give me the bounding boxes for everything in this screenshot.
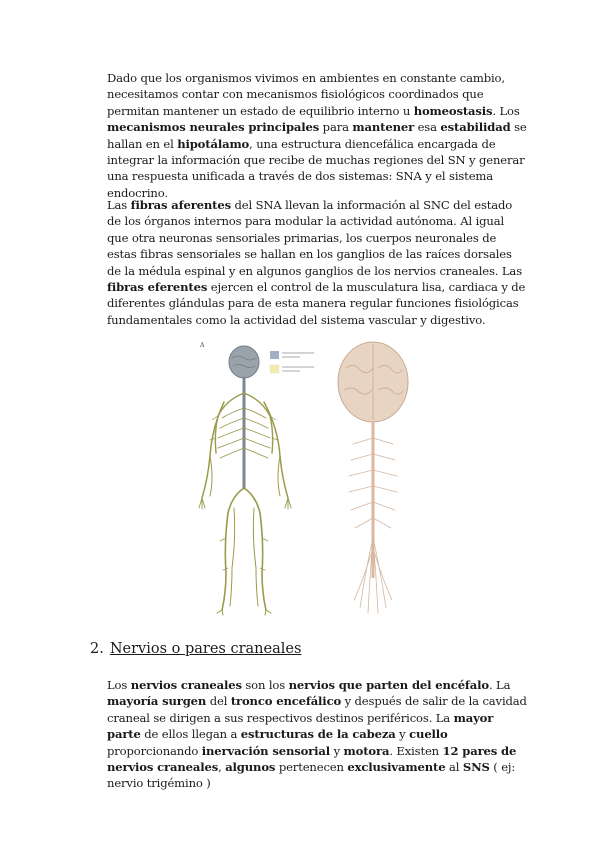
paragraph-fibras — [107, 197, 527, 328]
text-run: al — [445, 760, 463, 775]
legend-swatch-blue — [270, 351, 279, 359]
text-run: de ellos llegan a — [140, 727, 241, 742]
nervous-system-illustration — [196, 338, 466, 620]
text-run: . Los — [492, 103, 520, 118]
text-run: , — [218, 760, 226, 775]
text-run: para — [319, 120, 353, 135]
bold-term: exclusivamente — [347, 760, 446, 775]
text-run: son los — [241, 678, 289, 692]
text-run: ejercen el control de la musculatura lisa, cardiaca y de diferentes glándulas para de esta manera regular funciones fisiológicas fundamentales como la actividad del sistema vascular y digestivo. — [107, 280, 526, 327]
nervous-system-body-diagram — [199, 346, 291, 615]
text-run: . La — [488, 678, 511, 692]
section-heading — [90, 640, 301, 658]
text-run: Dado que los organismos vivimos en ambientes en constante cambio, necesitamos contar con mecanismos fisiológicos coordinados que permitan mantener un estado de equilibrio interno u — [107, 71, 505, 118]
bold-term: estructuras de la cabeza — [240, 727, 396, 742]
text-run: ( ej: nervio trigémino ) — [107, 760, 516, 791]
bold-term: nervios craneales — [130, 678, 242, 692]
section-title: Nervios o pares craneales — [109, 641, 302, 657]
bold-term: tronco encefálico — [230, 694, 342, 709]
text-run: , una estructura diencefálica encargada de integrar la información que recibe de muchas regiones del SN y generar una respuesta unificada a través de dos sistemas: SNA y el sistema endocrino. — [107, 136, 525, 200]
text-run: Los — [107, 678, 131, 692]
text-run: y después de salir de la cavidad craneal se dirigen a sus respectivos destinos periféricos. La — [107, 694, 527, 725]
text-run: y — [395, 727, 410, 742]
bold-term: mantener — [352, 120, 415, 135]
paragraph-homeostasis — [107, 70, 527, 201]
bold-term: fibras aferentes — [130, 198, 231, 212]
bold-term: mayoría surgen — [107, 694, 207, 709]
legend-swatch-yellow — [270, 365, 279, 373]
bold-term: SNS — [462, 760, 490, 775]
paragraph-nervios-craneales — [107, 677, 527, 792]
bold-term: mayor parte — [107, 710, 494, 742]
nervous-system-figure — [196, 338, 466, 620]
text-run: del — [206, 694, 231, 709]
bold-term: homeostasis — [413, 103, 493, 118]
text-run: del SNA llevan la información al SNC del estado de los órganos internos para modular la actividad autónoma. Al igual que otra neuronas sensoriales primarias, los cuerpos neuronales de estas fibras sensoriales se hallan en los ganglios de las raíces dorsales de la médula espinal y en algunos ganglios de los nervios craneales. Las — [107, 198, 522, 278]
panel-label-a: A — [200, 342, 205, 349]
bold-term: fibras eferentes — [107, 280, 208, 295]
bold-term: estabilidad — [440, 120, 511, 135]
bold-term: motora — [343, 743, 390, 758]
text-run: se hallan en el — [107, 120, 527, 151]
bold-term: mecanismos neurales principales — [107, 120, 320, 135]
text-run: Las — [107, 198, 131, 212]
bold-term: inervación sensorial — [201, 743, 331, 758]
bold-term: hipotálamo — [177, 136, 250, 151]
text-run: esa — [414, 120, 441, 135]
brain-icon — [229, 346, 259, 378]
bold-term: nervios que parten del encéfalo — [288, 678, 489, 692]
brain-spinal-cord-specimen — [332, 342, 418, 620]
bold-term: cuello — [409, 727, 448, 742]
text-run: pertenecen — [275, 760, 348, 775]
bold-term: algunos — [225, 760, 276, 775]
text-run: proporcionando — [107, 743, 202, 758]
text-run: . Existen — [389, 743, 443, 758]
text-run: y — [330, 743, 344, 758]
section-number: 2. — [90, 641, 104, 657]
bold-term: 12 pares de nervios craneales — [107, 743, 517, 775]
